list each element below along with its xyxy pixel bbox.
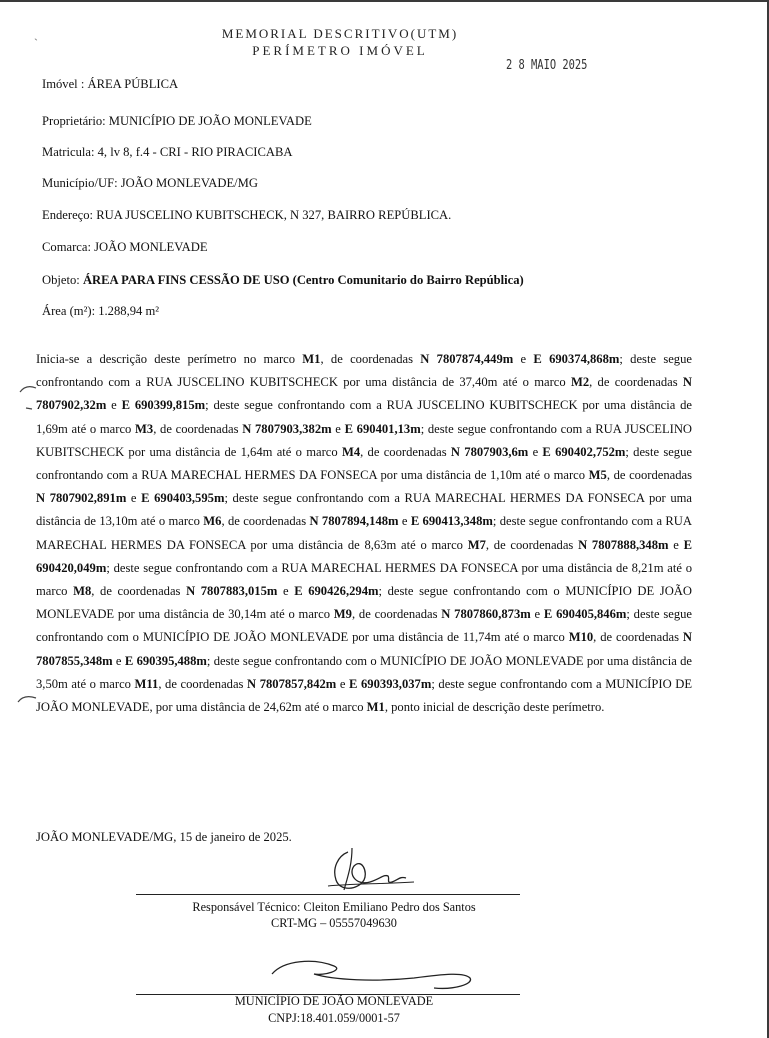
description-text-run: e [398,514,411,529]
technician-registration: CRT-MG – 05557049630 [271,916,397,930]
description-bold-run: M3 [135,421,154,436]
description-bold-run: E 690413,348m [410,514,493,529]
window-border-top [0,0,769,2]
pen-mark: ` [34,36,38,50]
description-bold-run: M4 [341,444,361,459]
description-text-run: Inicia-se a descrição deste perímetro no marco [36,352,303,366]
description-bold-run: N 7807888,348m [578,537,669,552]
description-bold-run: N 7807874,449m [420,352,514,366]
description-text-run: , de coordenadas [153,421,243,436]
description-text-run: ; deste segue confrontando com o MUNICÍPIO DE JOÃO MONLEVADE por uma distância de 11,74m até o marco [36,607,693,645]
description-bold-run: M6 [203,514,222,529]
description-bold-run: M2 [570,375,590,390]
description-text-run: e [126,491,142,506]
municipality-name: MUNICÍPIO DE JOÃO MONLEVADE [234,994,434,1008]
description-text-run: e [112,653,125,668]
description-bold-run: N 7807860,873m [441,607,531,622]
description-text-run: e [668,537,684,552]
field-matricula: Matricula: 4, lv 8, f.4 - CRI - RIO PIRACICABA [42,145,293,159]
margin-mark [16,378,46,448]
description-bold-run: E 690403,595m [141,491,225,506]
description-bold-run: M1 [302,352,321,366]
description-text-run: e [106,398,122,413]
technician-name: Responsável Técnico: Cleiton Emiliano Pedro dos Santos [192,900,476,914]
description-bold-run: N 7807903,6m [450,444,529,459]
description-bold-run: E 690374,868m [533,352,620,366]
description-bold-run: M8 [73,584,92,599]
description-text-run: , de coordenadas [606,468,693,483]
received-date-stamp: 2 8 MAIO 2025 [506,58,588,73]
description-text-run: e [530,607,544,622]
description-bold-run: E 690420,049m [36,537,692,575]
description-text-run: ; deste segue confrontando com a RUA MARECHAL HERMES DA FONSECA por uma distância de 8,21m até o marco [36,560,692,599]
description-bold-run: E 690399,815m [121,398,206,413]
place-date-line: JOÃO MONLEVADE/MG, 15 de janeiro de 2025. [36,830,292,844]
objeto-label: Objeto: [42,273,80,287]
field-proprietario: Proprietário: MUNICÍPIO DE JOÃO MONLEVADE [42,114,312,128]
description-bold-run: E 690405,846m [543,607,627,622]
margin-mark [14,690,44,710]
description-text-run: , de coordenadas [360,444,451,459]
description-text-run: ; deste segue confrontando com a RUA JUSCELINO KUBITSCHECK por uma distância de 37,40m até o marco [36,352,692,390]
municipality-signature [264,952,484,996]
description-bold-run: E 690393,037m [349,676,432,691]
description-text-run: e [513,352,534,366]
description-text-run: ; deste segue confrontando com a RUA MARECHAL HERMES DA FONSECA por uma distância de 13,10m até o marco [36,491,693,529]
description-text-run: , ponto inicial de descrição deste perímetro. [384,700,605,715]
description-text-run: , de coordenadas [91,584,187,599]
description-bold-run: E 690395,488m [124,653,207,668]
description-bold-run: M9 [333,607,352,622]
description-bold-run: M7 [467,537,486,552]
description-text-run: ; deste segue confrontando com a MUNICÍPIO DE JOÃO MONLEVADE, por uma distância de 24,62m até o marco [36,676,693,715]
description-text-run: , de coordenadas [485,537,579,552]
description-bold-run: M1 [366,700,385,715]
description-text-run: e [277,584,295,599]
field-area [42,304,159,319]
description-text-run: ; deste segue confrontando com a RUA JUSCELINO KUBITSCHECK por uma distância de 1,69m até o marco [36,398,693,436]
description-text-run: ; deste segue confrontando com o MUNICÍPIO DE JOÃO MONLEVADE por uma distância de 30,14m até o marco [36,584,692,622]
description-bold-run: N 7807857,842m [247,676,337,691]
description-bold-run: M11 [134,676,159,691]
description-bold-run: N 7807902,891m [36,491,127,506]
field-comarca: Comarca: JOÃO MONLEVADE [42,240,208,254]
description-bold-run: N 7807903,382m [242,421,332,436]
perimeter-description [36,348,692,719]
description-bold-run: E 690426,294m [294,584,379,599]
description-text-run: , de coordenadas [589,375,683,390]
description-text-run: e [336,676,350,691]
objeto-value: ÁREA PARA FINS CESSÃO DE USO (Centro Comunitario do Bairro República) [82,273,524,287]
field-imovel: Imóvel : ÁREA PÚBLICA [42,77,179,91]
description-bold-run: E 690401,13m [344,421,421,436]
field-municipio: Município/UF: JOÃO MONLEVADE/MG [42,176,258,190]
description-text-run: , de coordenadas [351,607,442,622]
field-endereco: Endereço: RUA JUSCELINO KUBITSCHECK, N 327, BAIRRO REPÚBLICA. [42,208,452,222]
description-bold-run: N 7807855,348m [36,630,693,668]
description-text-run: , de coordenadas [158,676,248,691]
description-text-run: e [331,421,345,436]
technician-signature [318,846,428,906]
description-text-run: , de coordenadas [320,352,421,366]
description-bold-run: N 7807902,32m [36,375,692,413]
description-bold-run: M10 [568,630,594,645]
description-bold-run: N 7807883,015m [186,584,278,599]
description-text-run: e [528,444,543,459]
document-subtitle: PERÍMETRO IMÓVEL [252,43,428,58]
technician-signature-line [136,894,520,895]
description-bold-run: N 7807894,148m [309,514,399,529]
description-text-run: ; deste segue confrontando com a RUA JUSCELINO KUBITSCHECK por uma distância de 1,64m até o marco [36,421,693,459]
area-value: 1.288,94 m² [98,304,160,318]
description-text-run: ; deste segue confrontando com o MUNICÍPIO DE JOÃO MONLEVADE por uma distância de 3,50m até o marco [36,653,693,691]
description-text-run: , de coordenadas [593,630,683,645]
description-bold-run: E 690402,752m [542,444,626,459]
description-text-run: ; deste segue confrontando com a RUA MARECHAL HERMES DA FONSECA por uma distância de 8,63m até o marco [36,514,692,552]
description-bold-run: M5 [588,468,607,483]
area-label: Área (m²): [42,304,96,318]
field-objeto [42,273,524,288]
municipality-cnpj: CNPJ:18.401.059/0001-57 [268,1011,400,1025]
document-title: MEMORIAL DESCRITIVO(UTM) [221,26,459,41]
description-text-run: , de coordenadas [221,514,310,529]
description-text-run: ; deste segue confrontando com a RUA MARECHAL HERMES DA FONSECA por uma distância de 1,10m até o marco [36,444,692,483]
